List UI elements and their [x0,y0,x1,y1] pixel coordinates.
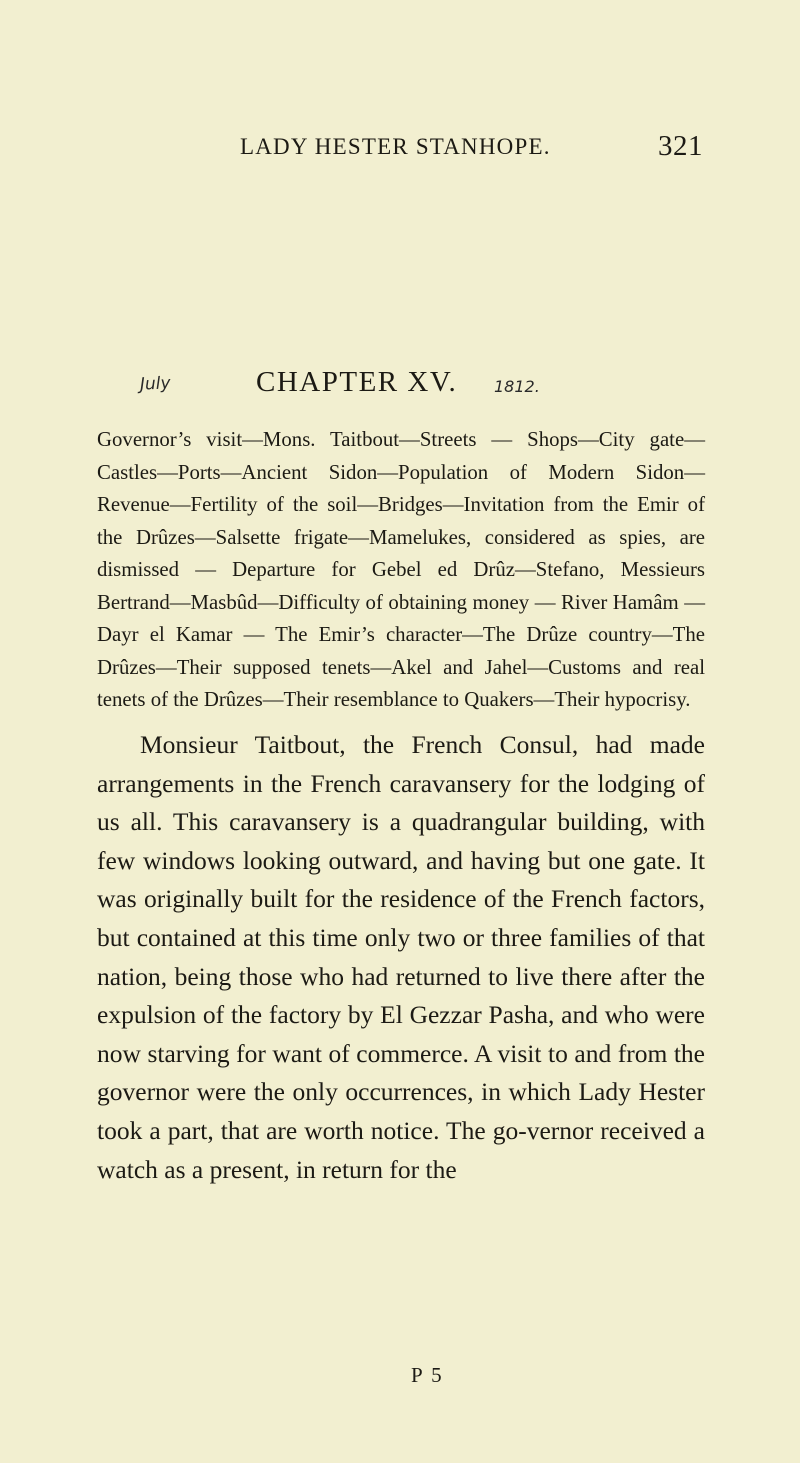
page-number: 321 [658,130,703,162]
running-head [98,130,703,170]
handwritten-month-annotation: July [139,373,172,395]
chapter-synopsis: Governor’s visit—Mons. Taitbout—Streets — Shops—City gate—Castles—Ports—Ancient Sidon—Population of Modern Sidon—Revenue—Fertility of the soil—Bridges—Invitation from the Emir of the Drûzes—Salsette frigate—Mamelukes, considered as spies, are dismissed — Departure for Gebel ed Drûz—Stefano, Messieurs Bertrand—Masbûd—Difficulty of obtaining money — River Hamâm — Dayr el Kamar — The Emir’s character—The Drûze country—The Drûzes—Their supposed tenets—Akel and Jahel—Customs and real tenets of the Drûzes—Their resemblance to Quakers—Their hypocrisy. [97,428,705,711]
handwritten-year-annotation: 1812. [494,377,540,396]
signature-mark: P 5 [411,1363,444,1387]
running-title: LADY HESTER STANHOPE. [240,134,551,159]
chapter-heading [140,364,620,404]
chapter-title: CHAPTER XV. [256,366,458,398]
body-paragraph: Monsieur Taitbout, the French Consul, had made arrangements in the French caravansery for the lodging of us all. This caravansery is a quadrangular building, with few windows looking outward, and having but one gate. It was originally built for the residence of the French factors, but contained at this time only two or three families of that nation, being those who had returned to live there after the expulsion of the factory by El Gezzar Pasha, and who were now starving for want of commerce. A visit to and from the governor were the only occurrences, in which Lady Hester took a part, that are worth notice. The go-vernor received a watch as a present, in return for the [97,730,705,1184]
